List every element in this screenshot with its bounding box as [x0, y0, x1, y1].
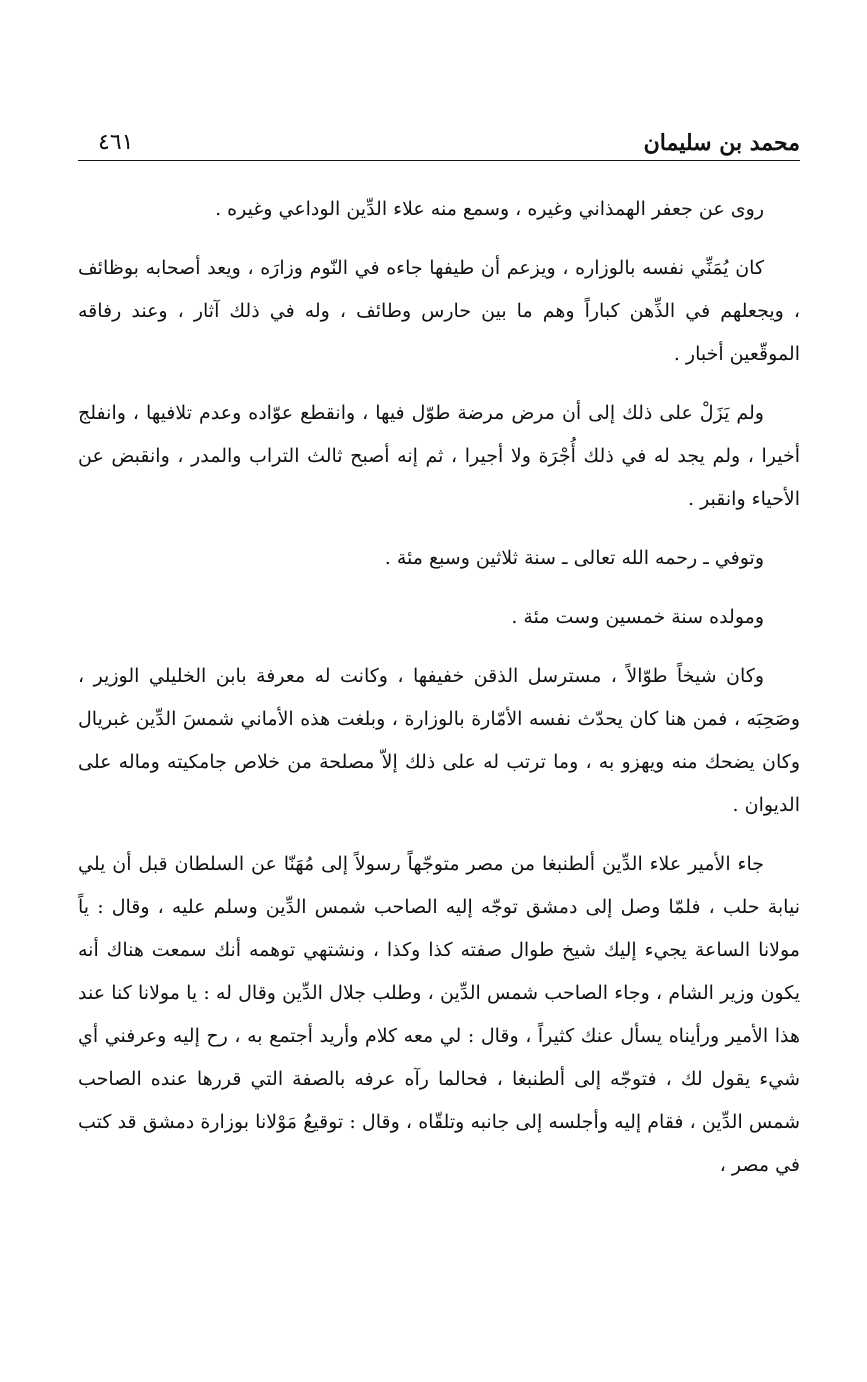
page-header [78, 128, 800, 158]
body-text [78, 188, 800, 1203]
header-rule [78, 160, 800, 161]
paragraph-1: روى عن جعفر الهمذاني وغيره ، وسمع منه علاء الدِّين الوداعي وغيره . [215, 198, 764, 220]
paragraph-4: وتوفي ـ رحمه الله تعالى ـ سنة ثلاثين وسبع مئة . [384, 547, 764, 569]
page-number: ٤٦١ [98, 130, 134, 155]
paragraph-2: كان يُمَنِّي نفسه بالوزاره ، ويزعم أن طيفها جاءه في النّوم وزارَه ، ويعد أصحابه بوظائف ، ويجعلهم في الذِّهن كباراً وهم ما بين حارس وطائف ، وله في ذلك آثار ، وعند رفاقه الموقّعين أخبار . [78, 257, 800, 365]
running-head: محمد بن سليمان [643, 130, 800, 156]
paragraph-6: وكان شيخاً طوّالاً ، مسترسل الذقن خفيفها ، وكانت له معرفة بابن الخليلي الوزير ، وصَحِبَه ، فمن هنا كان يحدّث نفسه الأمّارة بالوزارة ، وبلغت هذه الأماني شمسَ الدِّين غبريال وكان يضحك منه ويهزو به ، وما ترتب له على ذلك إلاّ مصلحة من خلاص جامكيته وماله على الديوان . [78, 665, 800, 816]
paragraph-7: جاء الأمير علاء الدِّين ألطنبغا من مصر متوجّهاً رسولاً إلى مُهَنّا عن السلطان قبل أن يلي نيابة حلب ، فلمّا وصل إلى دمشق توجّه إليه الصاحب شمس الدِّين وسلم عليه ، وقال : ياً مولانا الساعة يجيء إليك شيخ طوال صفته كذا وكذا ، ونشتهي توهمه أنك سمعت هناك أنه يكون وزير الشام ، وجاء الصاحب شمس الدِّين ، وطلب جلال الدِّين وقال له : يا مولانا كنا عند هذا الأمير ورأيناه يسأل عنك كثيراً ، وقال : لي معه كلام وأريد أجتمع به ، رح إليه وعرفني أي شيء يقول لك ، فتوجّه إلى ألطنبغا ، فحالما رآه عرفه بالصفة التي قررها عنده الصاحب شمس الدِّين ، فقام إليه وأجلسه إلى جانبه وتلقّاه ، وقال : توقيعُ مَوْلانا بوزارة دمشق قد كتب في مصر ، [78, 853, 800, 1176]
paragraph-3: ولم يَزَلْ على ذلك إلى أن مرض مرضة طوّل فيها ، وانقطع عوّاده وعدم تلافيها ، وانفلج أخيرا ، ولم يجد له في ذلك أُجْرَة ولا أجيرا ، ثم إنه أصبح ثالث التراب والمدر ، وانقبض عن الأحياء وانقبر . [78, 402, 800, 510]
paragraph-5: ومولده سنة خمسين وست مئة . [511, 606, 764, 628]
